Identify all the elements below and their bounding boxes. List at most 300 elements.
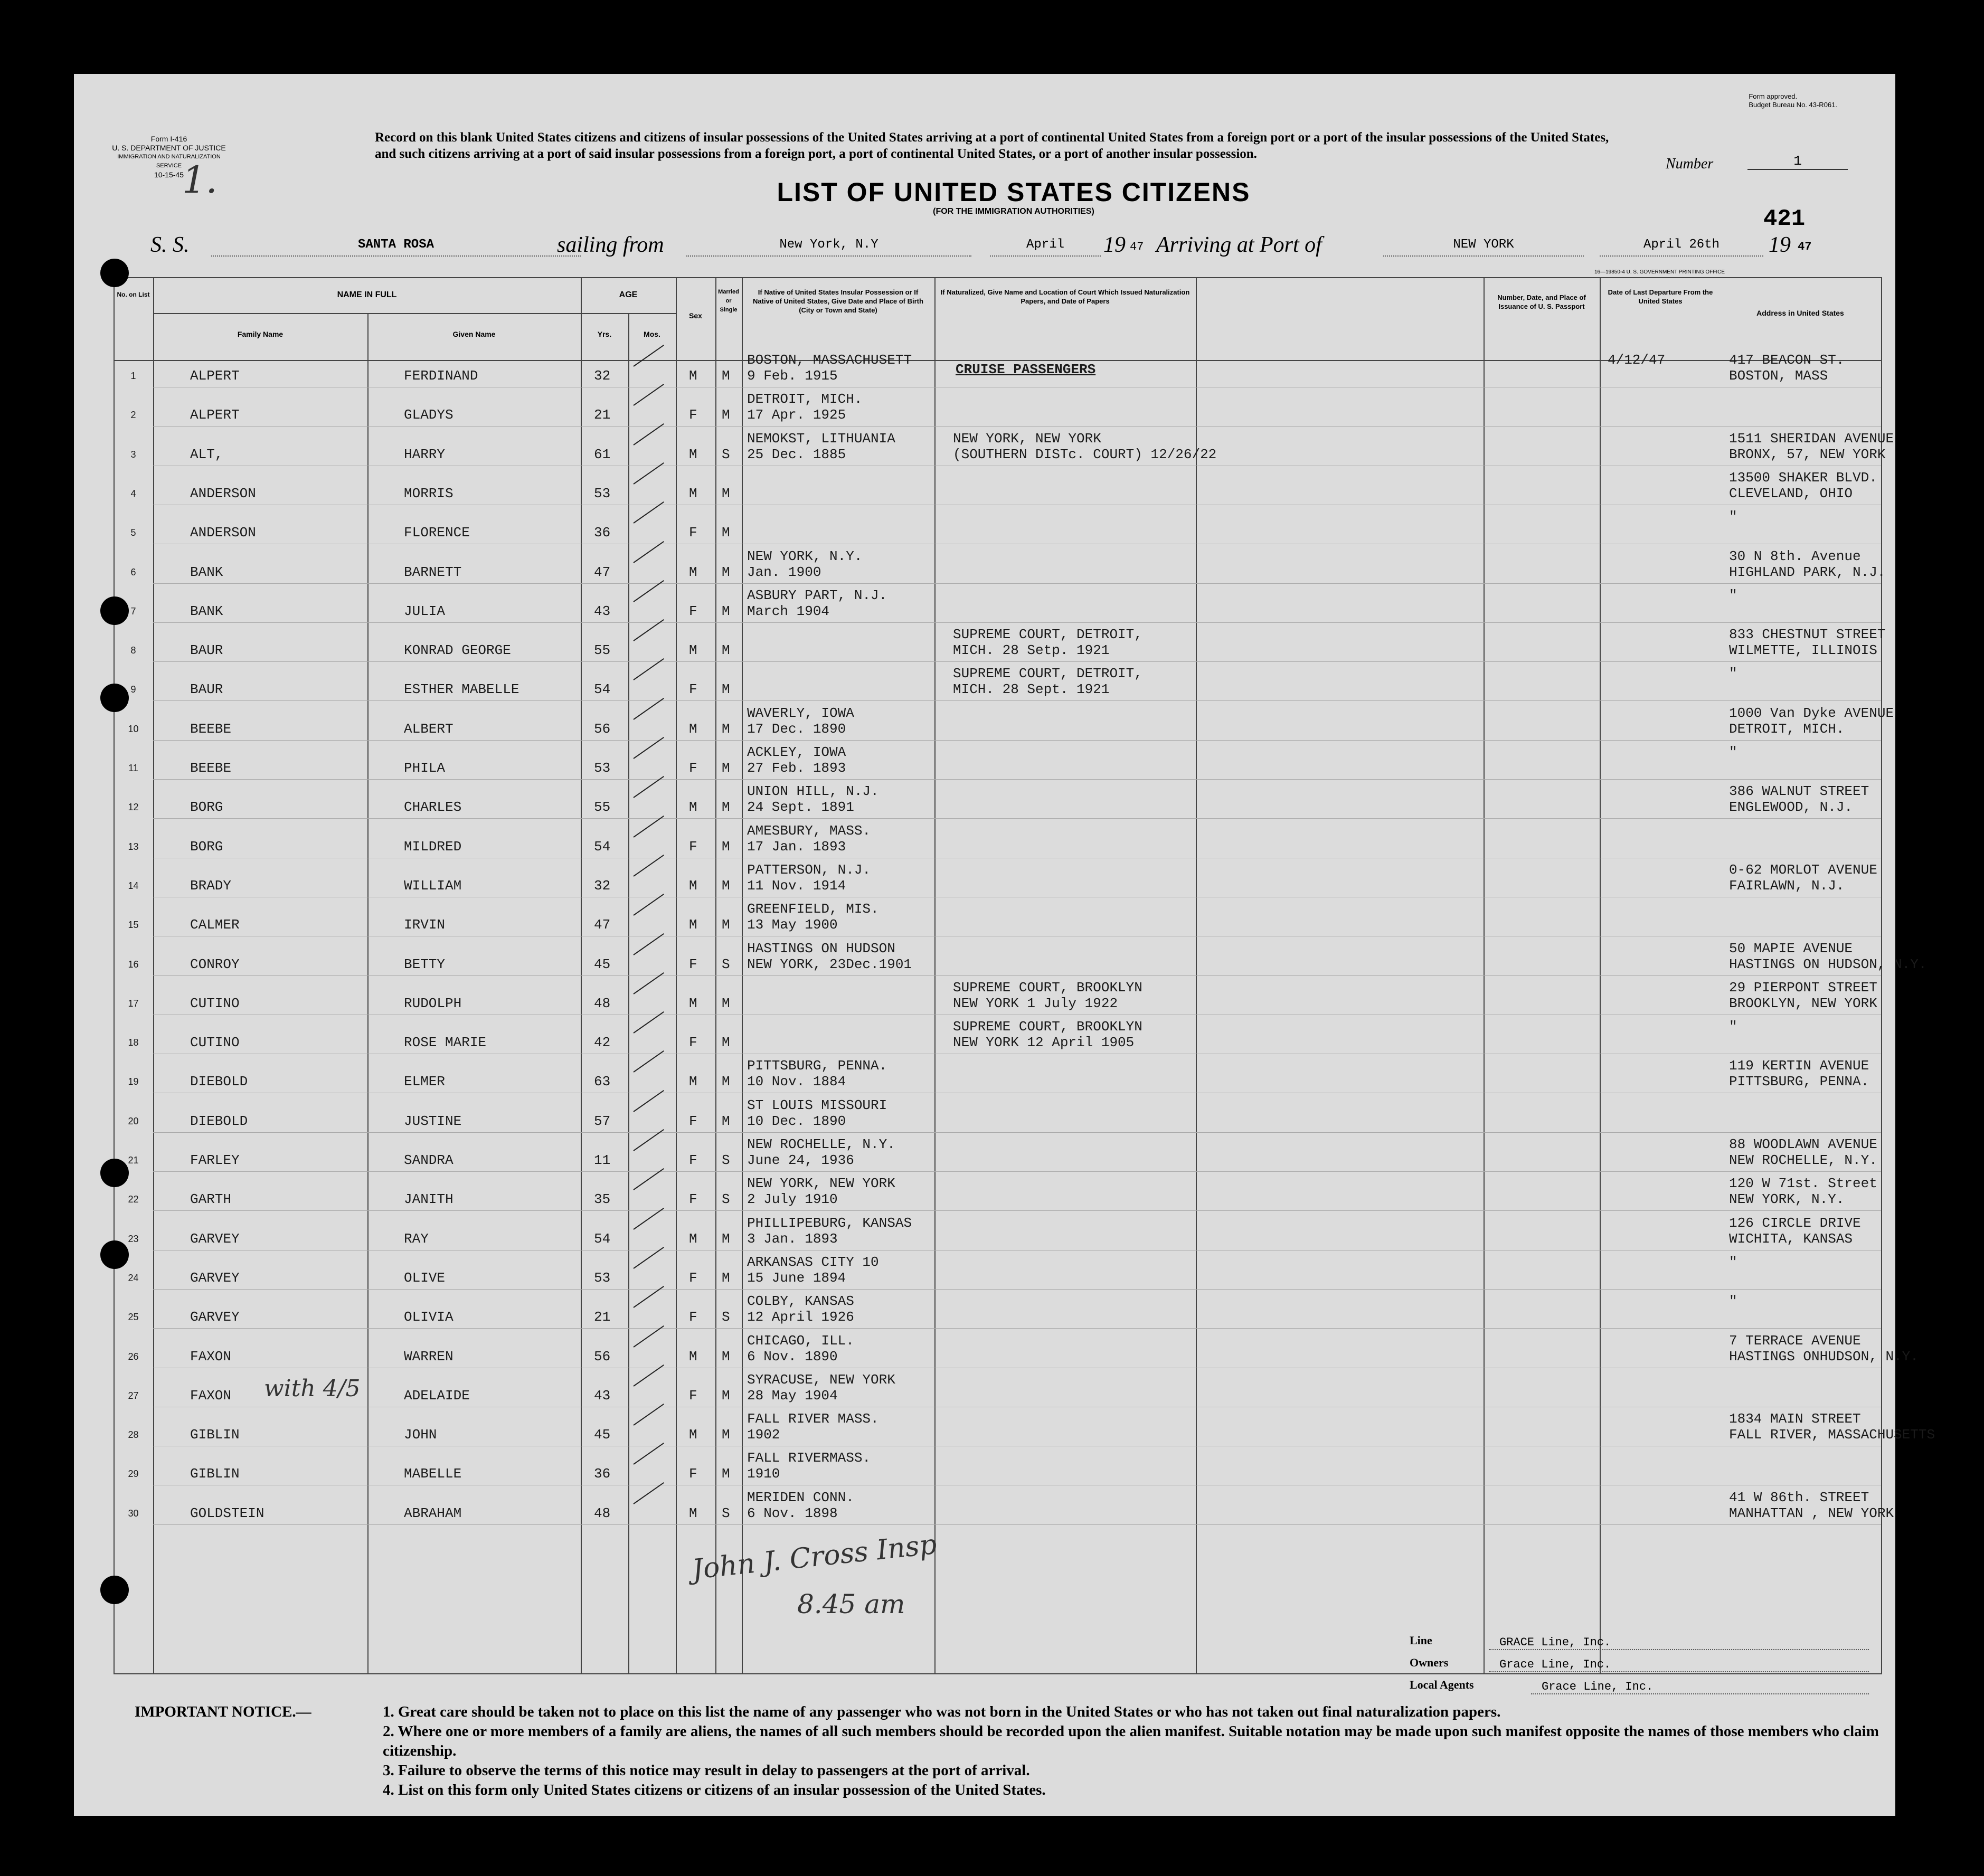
row-number: 2 <box>130 410 136 421</box>
age-years: 11 <box>594 1152 611 1168</box>
given-name: IRVIN <box>404 917 446 933</box>
punch-hole <box>100 1240 129 1269</box>
marital-status: S <box>722 1152 730 1168</box>
ship-name: SANTA ROSA <box>211 238 581 257</box>
header-yrs: Yrs. <box>597 330 612 338</box>
row-guide-line <box>153 975 1881 976</box>
given-name: PHILA <box>404 760 446 776</box>
birth-info: PITTSBURG, PENNA. 10 Nov. 1884 <box>747 1058 887 1090</box>
birth-info: ST LOUIS MISSOURI 10 Dec. 1890 <box>747 1097 887 1129</box>
birth-info: NEW YORK, NEW YORK 2 July 1910 <box>747 1176 895 1208</box>
header-sex: Sex <box>689 311 702 320</box>
table-row <box>114 469 1882 516</box>
marital-status: M <box>722 642 730 659</box>
row-number: 17 <box>128 998 139 1009</box>
section-label: CRUISE PASSENGERS <box>956 362 1096 377</box>
address: 1000 Van Dyke AVENUE DETROIT, MICH. <box>1729 705 1894 737</box>
table-row <box>114 509 1882 555</box>
birth-info: HASTINGS ON HUDSON NEW YORK, 23Dec.1901 <box>747 940 912 972</box>
row-guide-line <box>153 661 1881 662</box>
family-name: BEEBE <box>190 760 232 776</box>
marital-status: M <box>722 1466 730 1482</box>
name-age-divider <box>153 313 676 314</box>
age-years: 43 <box>594 603 611 619</box>
given-name: ESTHER MABELLE <box>404 681 519 698</box>
row-number: 21 <box>128 1155 139 1166</box>
header-name-in-full: NAME IN FULL <box>337 290 397 299</box>
birth-info: AMESBURY, MASS. 17 Jan. 1893 <box>747 822 871 855</box>
family-name: BORG <box>190 799 223 816</box>
sex: F <box>689 1309 697 1325</box>
table-row <box>114 1136 1882 1182</box>
given-name: FLORENCE <box>404 525 470 541</box>
sex: F <box>689 407 697 423</box>
address: 833 CHESTNUT STREET WILMETTE, ILLINOIS <box>1729 627 1886 659</box>
notice-item-1: 1. Great care should be taken not to place on this list the name of any passenger who was not born in the United States or who has not taken out final naturalization papers. <box>383 1703 1501 1720</box>
family-name: GARVEY <box>190 1309 240 1325</box>
marital-status: M <box>722 760 730 776</box>
row-number: 6 <box>130 566 136 577</box>
family-name: BORG <box>190 838 223 855</box>
naturalization-info: SUPREME COURT, BROOKLYN NEW YORK 12 April 1905 <box>953 1019 1142 1051</box>
birth-info: NEW YORK, N.Y. Jan. 1900 <box>747 548 863 580</box>
row-guide-line <box>153 1524 1881 1525</box>
agent-label-owners: Owners <box>1410 1656 1449 1669</box>
row-guide-line <box>153 622 1881 623</box>
row-guide-line <box>153 1289 1881 1290</box>
family-name: ALT, <box>190 446 223 462</box>
row-number: 19 <box>128 1076 139 1087</box>
table-row <box>114 666 1882 712</box>
family-name: FAXON <box>190 1348 232 1365</box>
row-guide-line <box>153 426 1881 427</box>
given-name: RAY <box>404 1230 429 1247</box>
agent-value-line: GRACE Line, Inc. <box>1489 1636 1869 1650</box>
age-years: 56 <box>594 1348 611 1365</box>
header-married: Married or Single <box>718 289 739 313</box>
naturalization-info: SUPREME COURT, DETROIT, MICH. 28 Setp. 1921 <box>953 627 1142 659</box>
sex: F <box>689 956 697 972</box>
sex: F <box>689 1035 697 1051</box>
age-years: 61 <box>594 446 611 462</box>
sex: M <box>689 917 697 933</box>
given-name: WARREN <box>404 1348 454 1365</box>
family-name: DIEBOLD <box>190 1074 248 1090</box>
birth-info: NEMOKST, LITHUANIA 25 Dec. 1885 <box>747 430 895 462</box>
agents-block <box>1410 1634 1864 1700</box>
given-name: SANDRA <box>404 1152 454 1168</box>
sailing-from-label: sailing from <box>557 233 664 257</box>
agent-row-line <box>1410 1634 1864 1656</box>
given-name: BETTY <box>404 956 446 972</box>
age-years: 53 <box>594 760 611 776</box>
table-top-border <box>114 277 1882 278</box>
header-given: Given Name <box>452 330 496 338</box>
naturalization-info: NEW YORK, NEW YORK (SOUTHERN DISTc. COURT) 12/26/22 <box>953 430 1217 462</box>
table-row <box>114 1254 1882 1300</box>
row-number: 25 <box>128 1312 139 1323</box>
family-name: BAUR <box>190 681 223 698</box>
marital-status: M <box>722 877 730 894</box>
table-row <box>114 1411 1935 1457</box>
given-name: MABELLE <box>404 1466 462 1482</box>
age-years: 32 <box>594 368 611 384</box>
passenger-table <box>114 277 1935 1660</box>
header-address: Address in United States <box>1756 309 1844 317</box>
header-no: No. on List <box>117 291 150 298</box>
age-years: 21 <box>594 1309 611 1325</box>
punch-hole <box>100 596 129 625</box>
family-name: FARLEY <box>190 1152 240 1168</box>
birth-info: DETROIT, MICH. 17 Apr. 1925 <box>747 391 863 423</box>
row-number: 10 <box>128 723 139 734</box>
sex: F <box>689 1387 697 1404</box>
birth-info: FALL RIVER MASS. 1902 <box>747 1411 879 1443</box>
sex: F <box>689 525 697 541</box>
table-row <box>114 1019 1882 1065</box>
sex: F <box>689 1152 697 1168</box>
agent-value-local: Grace Line, Inc. <box>1531 1680 1869 1694</box>
table-row <box>114 822 1882 869</box>
marital-status: M <box>722 603 730 619</box>
sex: F <box>689 1466 697 1482</box>
table-row <box>114 1058 1882 1104</box>
age-years: 47 <box>594 917 611 933</box>
row-number: 20 <box>128 1115 139 1126</box>
marital-status: M <box>722 838 730 855</box>
departure-date: 4/12/47 <box>1608 352 1666 368</box>
address: 126 CIRCLE DRIVE WICHITA, KANSAS <box>1729 1215 1861 1247</box>
row-number: 29 <box>128 1468 139 1480</box>
header-family: Family Name <box>237 330 284 338</box>
birth-info: PATTERSON, N.J. 11 Nov. 1914 <box>747 861 871 894</box>
sex: F <box>689 1191 697 1208</box>
sex: M <box>689 1074 697 1090</box>
naturalization-info: SUPREME COURT, DETROIT, MICH. 28 Sept. 1921 <box>953 666 1142 698</box>
row-number: 1 <box>130 371 136 381</box>
row-guide-line <box>153 700 1881 701</box>
form-date: 10-15-45 <box>154 170 184 179</box>
birth-info: MERIDEN CONN. 6 Nov. 1898 <box>747 1489 854 1521</box>
given-name: ADELAIDE <box>404 1387 470 1404</box>
row-guide-line <box>153 1132 1881 1133</box>
family-name: BANK <box>190 564 223 580</box>
given-name: FERDINAND <box>404 368 478 384</box>
sex: M <box>689 1427 697 1443</box>
punch-hole <box>100 1159 129 1187</box>
row-number: 30 <box>128 1508 139 1519</box>
age-years: 35 <box>594 1191 611 1208</box>
family-name: GIBLIN <box>190 1427 240 1443</box>
age-years: 57 <box>594 1113 611 1129</box>
age-years: 47 <box>594 564 611 580</box>
inspector-signature: John J. Cross Insp <box>691 1528 939 1586</box>
handwritten-note-row21: with 4/5 <box>264 1375 361 1402</box>
address: 13500 SHAKER BLVD. CLEVELAND, OHIO <box>1729 469 1877 501</box>
sex: M <box>689 995 697 1011</box>
family-name: ANDERSON <box>190 485 256 501</box>
table-row <box>114 1097 1882 1143</box>
age-years: 45 <box>594 1427 611 1443</box>
birth-info: BOSTON, MASSACHUSETT 9 Feb. 1915 <box>747 352 912 384</box>
address: 119 KERTIN AVENUE PITTSBURG, PENNA. <box>1729 1058 1869 1090</box>
age-years: 63 <box>594 1074 611 1090</box>
given-name: HARRY <box>404 446 446 462</box>
row-number: 28 <box>128 1429 139 1441</box>
page-title: LIST OF UNITED STATES CITIZENS <box>777 177 1251 207</box>
manifest-sheet <box>74 74 1935 1876</box>
notice-item-4: 4. List on this form only United States citizens or citizens of an insular possession of the United States. <box>383 1782 1046 1798</box>
row-number: 5 <box>130 527 136 538</box>
age-years: 53 <box>594 1269 611 1286</box>
year-prefix-2: 19 <box>1769 233 1791 257</box>
notice-item-3: 3. Failure to observe the terms of this notice may result in delay to passengers at the port of arrival. <box>383 1762 1030 1779</box>
birth-info: ARKANSAS CITY 10 15 June 1894 <box>747 1254 879 1286</box>
table-row <box>114 352 1882 398</box>
row-number: 7 <box>130 605 136 617</box>
header-departure: Date of Last Departure From the United States <box>1608 288 1713 305</box>
sex: F <box>689 1269 697 1286</box>
family-name: GARTH <box>190 1191 232 1208</box>
marital-status: S <box>722 1505 730 1521</box>
given-name: MILDRED <box>404 838 462 855</box>
row-number: 8 <box>130 645 136 656</box>
age-years: 54 <box>594 838 611 855</box>
age-years: 36 <box>594 525 611 541</box>
birth-info: WAVERLY, IOWA 17 Dec. 1890 <box>747 705 854 737</box>
row-number: 13 <box>128 841 139 852</box>
given-name: JANITH <box>404 1191 454 1208</box>
family-name: GIBLIN <box>190 1466 240 1482</box>
arriving-label: Arriving at Port of <box>1156 233 1322 257</box>
address: 1511 SHERIDAN AVENUE BRONX, 57, NEW YORK <box>1729 430 1894 462</box>
punch-hole <box>100 684 129 712</box>
address: " <box>1729 587 1737 603</box>
stamp-number: 421 <box>1763 206 1806 232</box>
row-number: 15 <box>128 920 139 931</box>
number-label: Number <box>1666 156 1714 172</box>
intro-text: Record on this blank United States citizens and citizens of insular possessions of the United States arriving at a port of continental United States from a foreign port or a port of the insular possessions of the United States, and such citizens arriving at a port of said insular possessions from a foreign port, a port of continental United States, or a port of another insular possession. <box>375 130 1609 161</box>
birth-info: CHICAGO, ILL. 6 Nov. 1890 <box>747 1332 854 1365</box>
marital-status: S <box>722 1191 730 1208</box>
ss-label: S. S. <box>150 233 190 257</box>
row-number: 12 <box>128 802 139 813</box>
marital-status: M <box>722 917 730 933</box>
punch-hole <box>100 259 129 287</box>
row-number: 3 <box>130 449 136 460</box>
sex: M <box>689 1348 697 1365</box>
given-name: ROSE MARIE <box>404 1035 487 1051</box>
row-number: 18 <box>128 1037 139 1048</box>
marital-status: M <box>722 485 730 501</box>
address: 417 BEACON ST. BOSTON, MASS <box>1729 352 1845 384</box>
marital-status: M <box>722 1269 730 1286</box>
footer-code: 16—19850-4 <box>1283 1869 1320 1876</box>
sex: M <box>689 564 697 580</box>
given-name: JULIA <box>404 603 446 619</box>
table-row <box>114 744 1882 790</box>
row-guide-line <box>153 740 1881 741</box>
form-number: Form I-416 <box>150 135 187 143</box>
marital-status: M <box>722 995 730 1011</box>
marital-status: S <box>722 1309 730 1325</box>
row-guide-line <box>153 1328 1881 1329</box>
row-guide-line <box>153 779 1881 780</box>
approval-note <box>1749 92 1837 109</box>
birth-info: ASBURY PART, N.J. March 1904 <box>747 587 887 619</box>
birth-info: NEW ROCHELLE, N.Y. June 24, 1936 <box>747 1136 895 1168</box>
row-guide-line <box>153 818 1881 819</box>
family-name: ALPERT <box>190 407 240 423</box>
approval-line-2: Budget Bureau No. 43-R061. <box>1749 101 1837 109</box>
family-name: ANDERSON <box>190 525 256 541</box>
family-name: FAXON <box>190 1387 232 1404</box>
department-name: U. S. DEPARTMENT OF JUSTICE <box>112 144 226 152</box>
address: " <box>1729 1293 1737 1310</box>
marital-status: M <box>722 1074 730 1090</box>
header-mos: Mos. <box>644 330 660 338</box>
agent-value-owners: Grace Line, Inc. <box>1489 1658 1869 1672</box>
birth-info: ACKLEY, IOWA 27 Feb. 1893 <box>747 744 846 776</box>
given-name: OLIVIA <box>404 1309 454 1325</box>
given-name: GLADYS <box>404 407 454 423</box>
row-number: 27 <box>128 1390 139 1401</box>
family-name: BEEBE <box>190 721 232 737</box>
given-name: ABRAHAM <box>404 1505 462 1521</box>
table-row <box>114 1371 1882 1418</box>
address: 50 MAPIE AVENUE HASTINGS ON HUDSON, N.Y. <box>1729 940 1927 972</box>
age-years: 36 <box>594 1466 611 1482</box>
header-naturalized: If Naturalized, Give Name and Location of Court Which Issued Naturalization Papers, and Date of Papers <box>940 288 1190 305</box>
row-number: 23 <box>128 1233 139 1244</box>
marital-status: M <box>722 1035 730 1051</box>
sex: M <box>689 799 697 816</box>
from-year: 47 <box>1130 240 1144 253</box>
age-years: 45 <box>594 956 611 972</box>
given-name: CHARLES <box>404 799 462 816</box>
row-number: 14 <box>128 880 139 891</box>
family-name: BRADY <box>190 877 232 894</box>
family-name: GARVEY <box>190 1269 240 1286</box>
mos-slash-mark <box>633 345 664 367</box>
given-name: WILLIAM <box>404 877 462 894</box>
page-subtitle: (FOR THE IMMIGRATION AUTHORITIES) <box>933 207 1094 216</box>
sex: M <box>689 642 697 659</box>
marital-status: S <box>722 446 730 462</box>
birth-info: GREENFIELD, MIS. 13 May 1900 <box>747 901 879 933</box>
table-row <box>114 430 1894 477</box>
sex: M <box>689 446 697 462</box>
address: 386 WALNUT STREET ENGLEWOOD, N.J. <box>1729 783 1869 816</box>
sex: F <box>689 603 697 619</box>
number-value: 1 <box>1747 153 1848 170</box>
table-row <box>114 1293 1882 1339</box>
family-name: CUTINO <box>190 1035 240 1051</box>
row-number: 22 <box>128 1194 139 1205</box>
row-number: 4 <box>130 488 136 499</box>
age-years: 43 <box>594 1387 611 1404</box>
to-port: NEW YORK <box>1383 238 1584 257</box>
agent-label-local: Local Agents <box>1410 1678 1474 1691</box>
handwritten-mark: 1. <box>182 158 218 202</box>
table-row <box>114 1176 1882 1221</box>
table-row <box>114 548 1886 594</box>
given-name: BARNETT <box>404 564 462 580</box>
marital-status: M <box>722 1427 730 1443</box>
birth-info: SYRACUSE, NEW YORK 28 May 1904 <box>747 1371 895 1404</box>
birth-info: FALL RIVERMASS. 1910 <box>747 1450 871 1482</box>
marital-status: M <box>722 681 730 698</box>
marital-status: M <box>722 721 730 737</box>
service-name: IMMIGRATION AND NATURALIZATION SERVICE <box>117 154 221 169</box>
marital-status: M <box>722 564 730 580</box>
handwritten-time: 8.45 am <box>797 1589 905 1619</box>
age-years: 21 <box>594 407 611 423</box>
family-name: GOLDSTEIN <box>190 1505 264 1521</box>
table-row <box>114 901 1882 947</box>
row-number: 16 <box>128 959 139 970</box>
agent-row-local <box>1410 1678 1864 1700</box>
given-name: JUSTINE <box>404 1113 462 1129</box>
given-name: RUDOLPH <box>404 995 462 1011</box>
marital-status: M <box>722 407 730 423</box>
table-row <box>114 861 1882 908</box>
address: 1834 MAIN STREET FALL RIVER, MASSACHUSETTS <box>1729 1411 1935 1443</box>
address: 120 W 71st. Street NEW YORK, N.Y. <box>1729 1176 1877 1208</box>
table-row <box>114 1489 1894 1536</box>
sex: M <box>689 368 697 384</box>
notice-heading: IMPORTANT NOTICE.— <box>135 1703 311 1720</box>
family-name: CONROY <box>190 956 240 972</box>
given-name: OLIVE <box>404 1269 446 1286</box>
marital-status: M <box>722 1387 730 1404</box>
agent-row-owners <box>1410 1656 1864 1678</box>
age-years: 56 <box>594 721 611 737</box>
given-name: ALBERT <box>404 721 454 737</box>
age-years: 32 <box>594 877 611 894</box>
age-years: 48 <box>594 1505 611 1521</box>
table-row <box>114 705 1894 751</box>
age-years: 42 <box>594 1035 611 1051</box>
address: " <box>1729 1254 1737 1270</box>
naturalization-info: SUPREME COURT, BROOKLYN NEW YORK 1 July 1922 <box>953 979 1142 1011</box>
row-number: 24 <box>128 1272 139 1283</box>
address: " <box>1729 666 1737 682</box>
family-name: BAUR <box>190 642 223 659</box>
table-row <box>114 1450 1882 1496</box>
notice-item-2: 2. Where one or more members of a family are aliens, the names of all such members should be recorded upon the alien manifest. Suitable notation may be made upon such manifest opposite the names of those members who claim citizenship. <box>383 1723 1879 1759</box>
sex: F <box>689 681 697 698</box>
sex: F <box>689 838 697 855</box>
address: 41 W 86th. STREET MANHATTAN , NEW YORK <box>1729 1489 1894 1521</box>
row-guide-line <box>153 583 1881 584</box>
family-name: BANK <box>190 603 223 619</box>
address: 30 N 8th. Avenue HIGHLAND PARK, N.J. <box>1729 548 1886 580</box>
given-name: KONRAD GEORGE <box>404 642 511 659</box>
address: 0-62 MORLOT AVENUE FAIRLAWN, N.J. <box>1729 861 1877 894</box>
age-years: 55 <box>594 799 611 816</box>
marital-status: M <box>722 1230 730 1247</box>
row-number: 11 <box>128 763 138 773</box>
given-name: ELMER <box>404 1074 446 1090</box>
row-number: 9 <box>130 684 136 695</box>
family-name: CALMER <box>190 917 240 933</box>
sex: F <box>689 760 697 776</box>
sex: M <box>689 877 697 894</box>
printer-note: 16—19850-4 U. S. GOVERNMENT PRINTING OFFICE <box>1594 269 1725 275</box>
age-years: 54 <box>594 1230 611 1247</box>
row-guide-line <box>153 1171 1881 1172</box>
